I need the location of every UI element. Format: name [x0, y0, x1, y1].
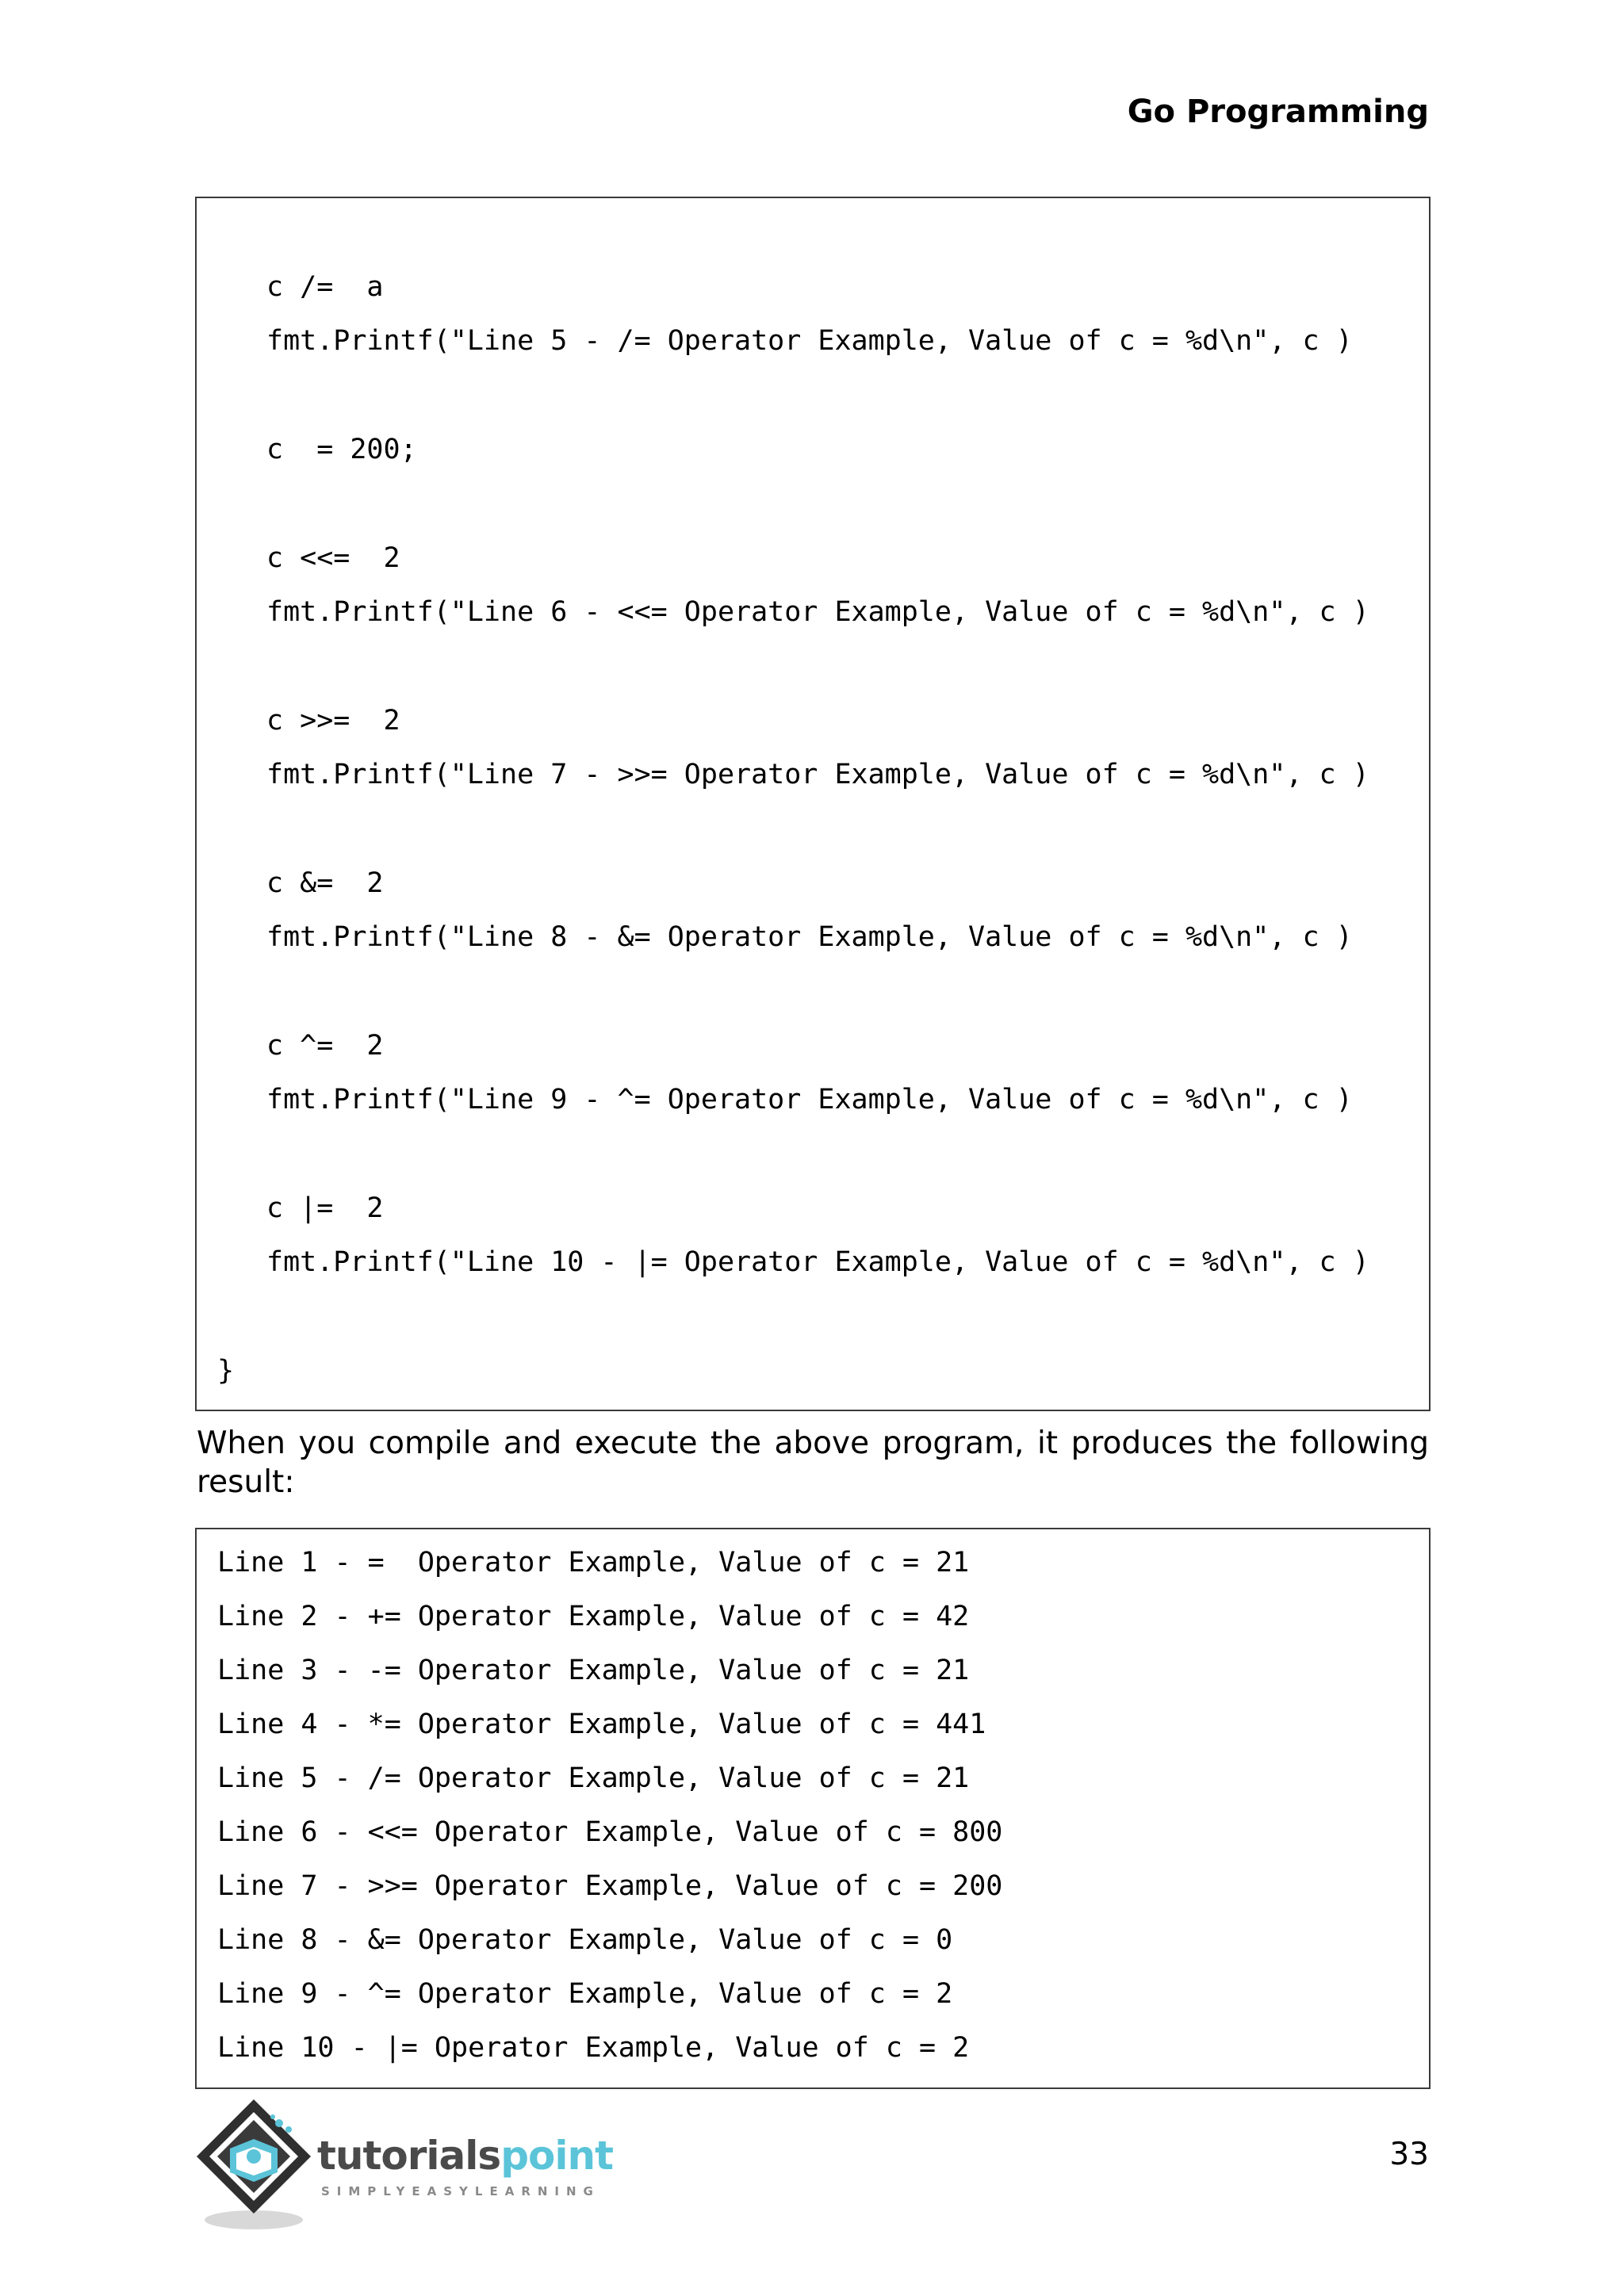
running-header: Go Programming: [1127, 94, 1429, 130]
logo-diamond-icon: [190, 2093, 325, 2236]
logo-tagline: SIMPLYEASYLEARNING: [321, 2184, 600, 2198]
output-line: Line 9 - ^= Operator Example, Value of c = 2: [217, 1978, 953, 2010]
output-line: Line 2 - += Operator Example, Value of c = 42: [217, 1601, 970, 1632]
code-line: fmt.Printf("Line 7 - >>= Operator Example, Value of c = %d\n", c ): [266, 759, 1369, 790]
output-line: Line 1 - = Operator Example, Value of c = 21: [217, 1547, 970, 1578]
output-line: Line 10 - |= Operator Example, Value of c = 2: [217, 2032, 970, 2064]
code-line: c = 200;: [266, 434, 417, 465]
code-line: c >>= 2: [266, 705, 400, 737]
code-listing: [195, 197, 1431, 1411]
output-listing: [195, 1528, 1431, 2089]
output-line: Line 4 - *= Operator Example, Value of c = 441: [217, 1709, 986, 1740]
page-number: 33: [1389, 2137, 1429, 2172]
code-line: c <<= 2: [266, 542, 400, 574]
code-line: fmt.Printf("Line 6 - <<= Operator Example, Value of c = %d\n", c ): [266, 596, 1369, 628]
closing-brace: }: [217, 1355, 235, 1387]
tutorialspoint-logo: [190, 2093, 634, 2236]
code-line: c |= 2: [266, 1192, 384, 1224]
code-line: c &= 2: [266, 867, 384, 899]
code-line: c ^= 2: [266, 1030, 384, 1062]
code-line: fmt.Printf("Line 8 - &= Operator Example, Value of c = %d\n", c ): [266, 921, 1353, 953]
body-paragraph: When you compile and execute the above program, it produces the following result:: [197, 1425, 1429, 1500]
logo-wordmark: tutorialspoint: [317, 2133, 613, 2179]
output-line: Line 5 - /= Operator Example, Value of c = 21: [217, 1762, 970, 1794]
output-line: Line 7 - >>= Operator Example, Value of c = 200: [217, 1870, 1003, 1902]
output-line: Line 3 - -= Operator Example, Value of c = 21: [217, 1655, 970, 1686]
code-line: fmt.Printf("Line 5 - /= Operator Example, Value of c = %d\n", c ): [266, 325, 1353, 357]
output-line: Line 6 - <<= Operator Example, Value of c = 800: [217, 1816, 1003, 1848]
code-line: c /= a: [266, 271, 384, 303]
code-line: fmt.Printf("Line 9 - ^= Operator Example, Value of c = %d\n", c ): [266, 1084, 1353, 1115]
code-line: fmt.Printf("Line 10 - |= Operator Example, Value of c = %d\n", c ): [266, 1246, 1369, 1278]
output-line: Line 8 - &= Operator Example, Value of c = 0: [217, 1924, 953, 1956]
